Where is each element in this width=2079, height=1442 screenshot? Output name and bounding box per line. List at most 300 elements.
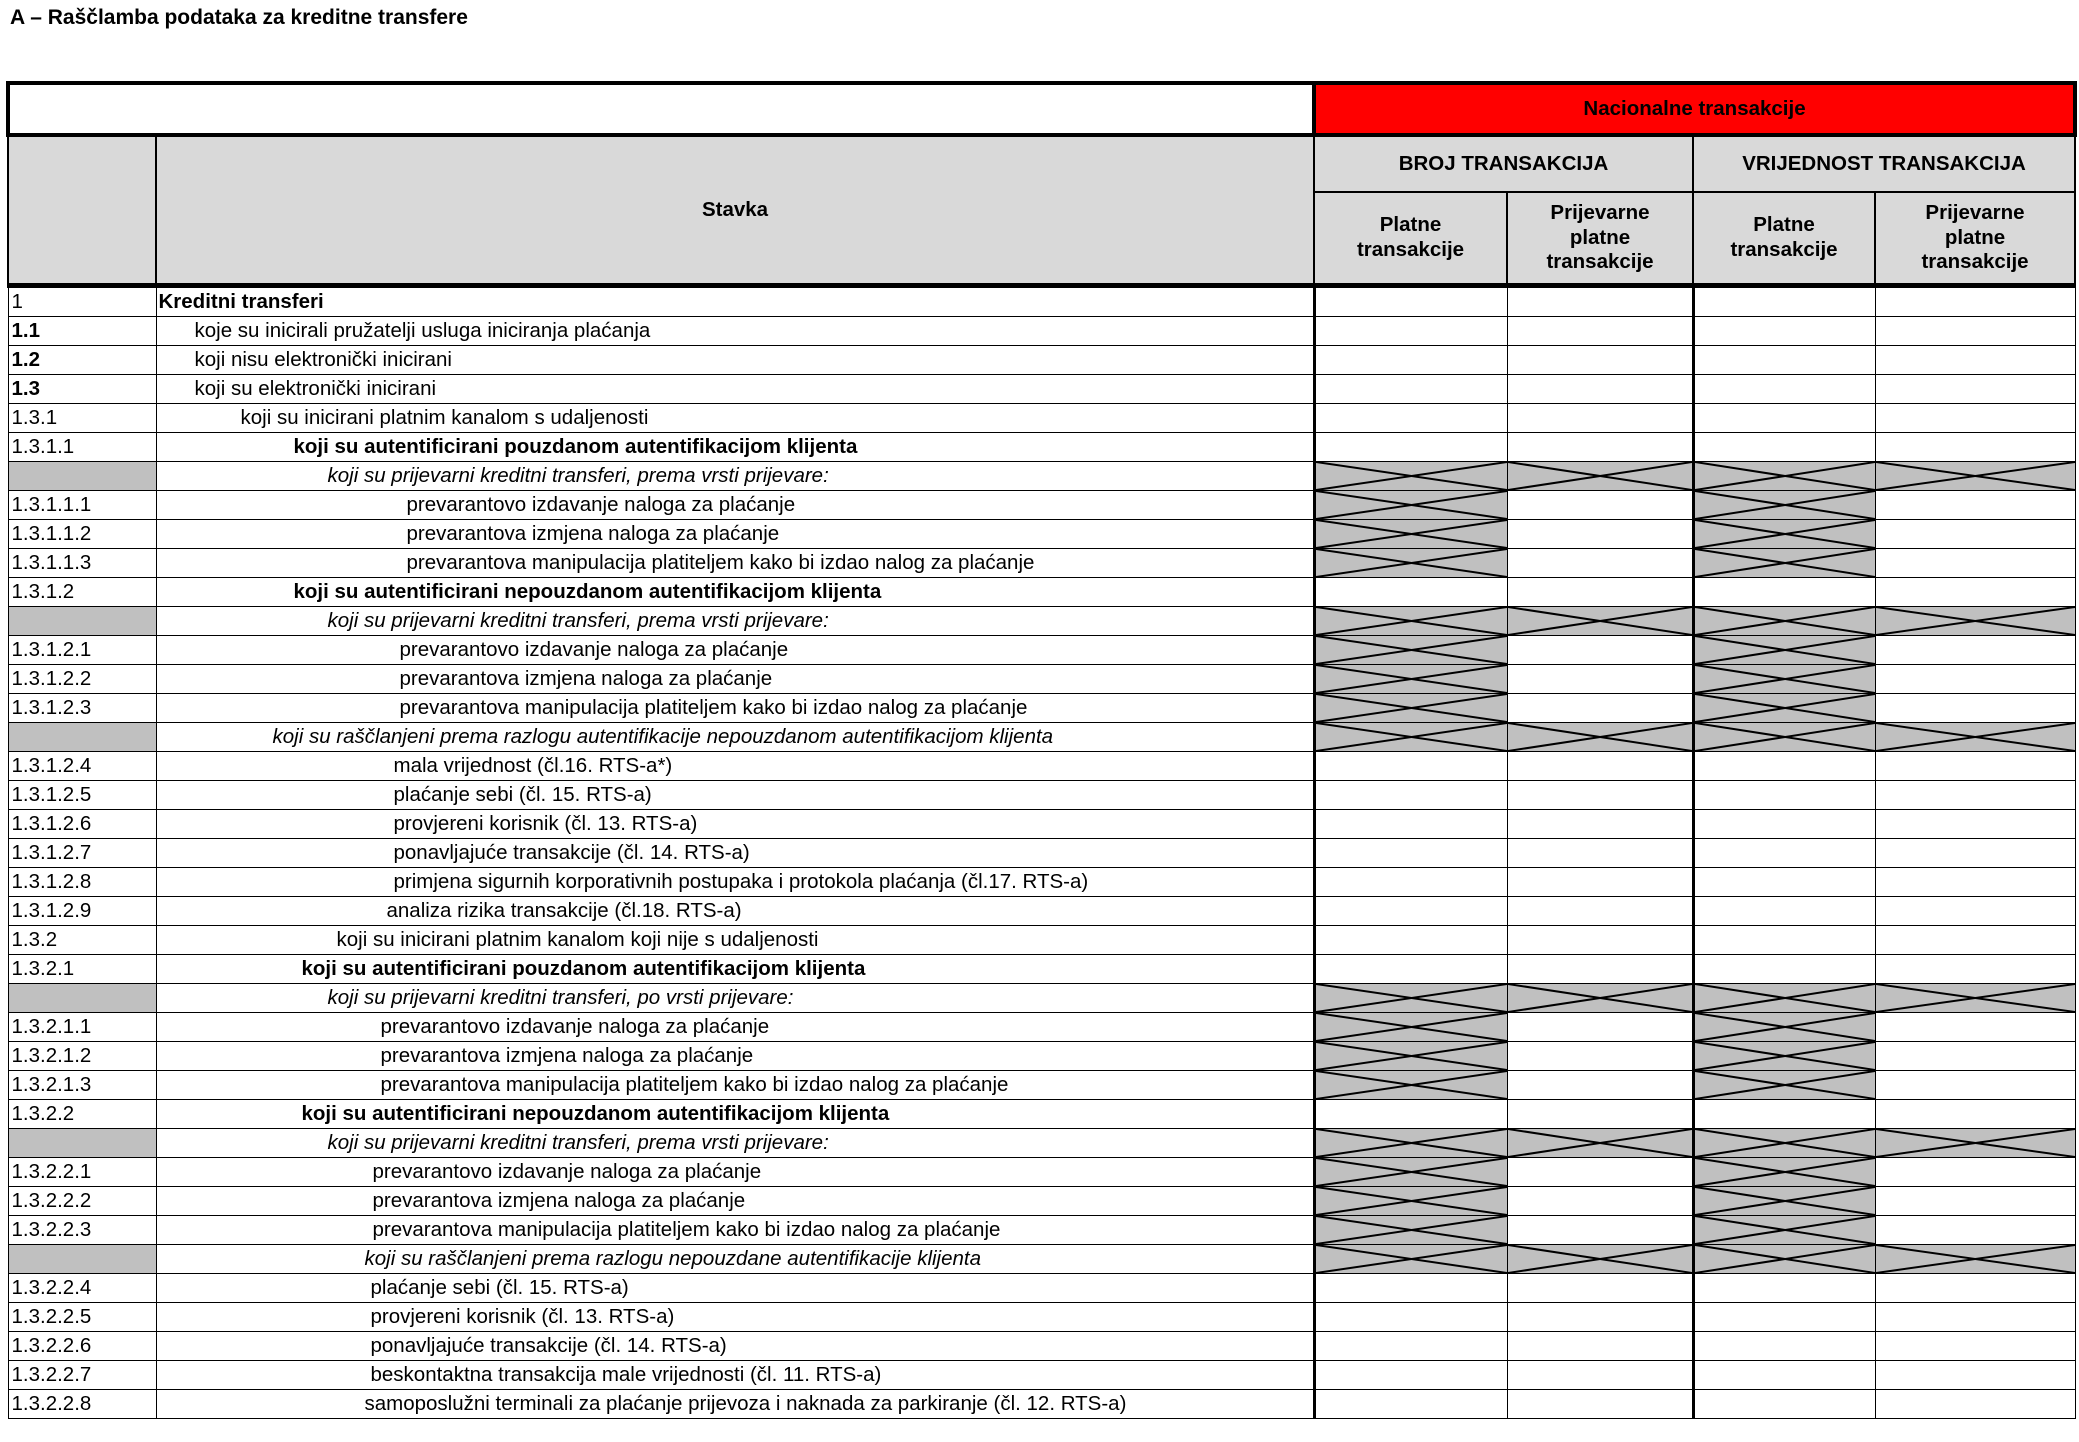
table-row [8,1158,2075,1187]
cell-broj-platne-disabled [1314,636,1507,665]
row-label: prevarantova izmjena naloga za plaćanje [156,665,1314,694]
row-label: koji su autentificirani nepouzdanom autentifikacijom klijenta [156,578,1314,607]
cell-vrijednost-prijevarne-input[interactable] [1875,1042,2075,1071]
cross-icon [1876,1245,2075,1273]
row-label: koji su prijevarni kreditni transferi, prema vrsti prijevare: [156,1129,1314,1158]
cell-broj-prijevarne-disabled [1507,607,1693,636]
cell-vrijednost-platne-disabled [1693,462,1875,491]
cross-icon [1316,1013,1507,1041]
cell-broj-platne-input[interactable] [1314,286,1507,317]
cell-vrijednost-prijevarne-input[interactable] [1875,404,2075,433]
cell-broj-prijevarne-input[interactable] [1507,1216,1693,1245]
cell-broj-platne-input[interactable] [1314,897,1507,926]
table-row [8,491,2075,520]
cell-vrijednost-platne-disabled [1693,1245,1875,1274]
table-row [8,346,2075,375]
row-label: prevarantova manipulacija platiteljem kako bi izdao nalog za plaćanje [156,1071,1314,1100]
cross-icon [1508,984,1692,1012]
cell-vrijednost-prijevarne-input[interactable] [1875,1013,2075,1042]
cross-icon [1876,984,2075,1012]
cell-vrijednost-platne-input[interactable] [1693,955,1875,984]
header-vrijednost-transakcija: VRIJEDNOST TRANSAKCIJA [1693,135,2075,192]
row-code: 1.3.1.1.1 [8,491,156,520]
row-label: koje su inicirali pružatelji usluga iniciranja plaćanja [156,317,1314,346]
cell-vrijednost-prijevarne-input[interactable] [1875,1332,2075,1361]
row-label: koji su elektronički inicirani [156,375,1314,404]
cell-vrijednost-prijevarne-input[interactable] [1875,868,2075,897]
cell-vrijednost-platne-input[interactable] [1693,317,1875,346]
cell-vrijednost-platne-disabled [1693,549,1875,578]
cell-broj-platne-input[interactable] [1314,1390,1507,1419]
cell-broj-platne-input[interactable] [1314,1332,1507,1361]
cell-vrijednost-prijevarne-input[interactable] [1875,346,2075,375]
table-row [8,404,2075,433]
table-row [8,897,2075,926]
cell-broj-platne-disabled [1314,723,1507,752]
cell-broj-prijevarne-disabled [1507,1245,1693,1274]
cell-broj-prijevarne-input[interactable] [1507,694,1693,723]
cross-icon [1695,723,1875,751]
cell-vrijednost-platne-input[interactable] [1693,752,1875,781]
cross-icon [1695,1187,1875,1215]
cell-broj-platne-disabled [1314,607,1507,636]
cell-vrijednost-platne-input[interactable] [1693,375,1875,404]
row-label: prevarantova manipulacija platiteljem kako bi izdao nalog za plaćanje [156,694,1314,723]
cell-broj-prijevarne-input[interactable] [1507,346,1693,375]
cell-broj-platne-disabled [1314,1042,1507,1071]
cell-broj-prijevarne-input[interactable] [1507,1361,1693,1390]
cell-broj-prijevarne-input[interactable] [1507,839,1693,868]
cell-vrijednost-prijevarne-input[interactable] [1875,1303,2075,1332]
cross-icon [1695,1245,1875,1273]
table-row [8,520,2075,549]
cell-broj-prijevarne-input[interactable] [1507,955,1693,984]
table-row [8,781,2075,810]
row-label: prevarantovo izdavanje naloga za plaćanje [156,491,1314,520]
table-row [8,636,2075,665]
cell-vrijednost-platne-input[interactable] [1693,404,1875,433]
row-code: 1.3.2.1.1 [8,1013,156,1042]
table-row [8,286,2075,317]
row-code [8,1245,156,1274]
cell-vrijednost-platne-disabled [1693,1216,1875,1245]
cross-icon [1695,549,1875,577]
cross-icon [1695,984,1875,1012]
cell-broj-platne-input[interactable] [1314,1274,1507,1303]
table-row [8,607,2075,636]
cell-broj-platne-disabled [1314,1245,1507,1274]
cell-broj-platne-input[interactable] [1314,433,1507,462]
cell-vrijednost-prijevarne-input[interactable] [1875,926,2075,955]
row-label: koji su prijevarni kreditni transferi, prema vrsti prijevare: [156,607,1314,636]
row-code: 1.3.1.2.5 [8,781,156,810]
cross-icon [1316,636,1507,664]
cell-broj-platne-input[interactable] [1314,578,1507,607]
cell-vrijednost-platne-disabled [1693,520,1875,549]
cross-icon [1695,1042,1875,1070]
cell-broj-platne-disabled [1314,1129,1507,1158]
cell-vrijednost-platne-input[interactable] [1693,926,1875,955]
row-label: prevarantovo izdavanje naloga za plaćanje [156,1158,1314,1187]
row-code: 1 [8,286,156,317]
table-row [8,723,2075,752]
row-code: 1.3.1.2.2 [8,665,156,694]
cross-icon [1508,1245,1692,1273]
row-label: samoposlužni terminali za plaćanje prijevoza i naknada za parkiranje (čl. 12. RTS-a) [156,1390,1314,1419]
cell-vrijednost-prijevarne-input[interactable] [1875,578,2075,607]
row-code: 1.3.1.2.7 [8,839,156,868]
row-label: Kreditni transferi [156,286,1314,317]
cross-icon [1695,607,1875,635]
cell-vrijednost-prijevarne-disabled [1875,462,2075,491]
cell-broj-prijevarne-input[interactable] [1507,1013,1693,1042]
row-label: ponavljajuće transakcije (čl. 14. RTS-a) [156,839,1314,868]
row-code [8,984,156,1013]
table-row [8,1071,2075,1100]
row-code [8,607,156,636]
row-code: 1.3.2.2.1 [8,1158,156,1187]
row-label: koji su inicirani platnim kanalom koji nije s udaljenosti [156,926,1314,955]
table-row [8,810,2075,839]
table-row [8,1245,2075,1274]
cell-broj-prijevarne-input[interactable] [1507,578,1693,607]
table-row [8,752,2075,781]
cell-vrijednost-prijevarne-input[interactable] [1875,317,2075,346]
row-code: 1.3.2.2.7 [8,1361,156,1390]
row-label: koji su raščlanjeni prema razlogu autentifikacije nepouzdanom autentifikacijom klijenta [156,723,1314,752]
row-label: koji su prijevarni kreditni transferi, prema vrsti prijevare: [156,462,1314,491]
cell-broj-platne-input[interactable] [1314,1361,1507,1390]
cell-broj-platne-disabled [1314,462,1507,491]
cell-vrijednost-platne-input[interactable] [1693,433,1875,462]
table-row [8,868,2075,897]
cell-broj-platne-input[interactable] [1314,404,1507,433]
cell-broj-platne-input[interactable] [1314,1303,1507,1332]
cell-vrijednost-platne-input[interactable] [1693,1361,1875,1390]
table-row [8,1187,2075,1216]
cross-icon [1508,1129,1692,1157]
cell-vrijednost-prijevarne-disabled [1875,1129,2075,1158]
cell-broj-platne-disabled [1314,984,1507,1013]
row-label: prevarantova izmjena naloga za plaćanje [156,520,1314,549]
cross-icon [1695,1071,1875,1099]
cross-icon [1695,694,1875,722]
row-label: primjena sigurnih korporativnih postupaka i protokola plaćanja (čl.17. RTS-a) [156,868,1314,897]
cell-broj-platne-disabled [1314,694,1507,723]
cell-broj-prijevarne-input[interactable] [1507,926,1693,955]
cell-broj-platne-disabled [1314,549,1507,578]
row-code: 1.3.1.1.2 [8,520,156,549]
cell-broj-prijevarne-input[interactable] [1507,286,1693,317]
row-code: 1.3.1.2.3 [8,694,156,723]
cell-vrijednost-platne-disabled [1693,1158,1875,1187]
table-row [8,375,2075,404]
cell-vrijednost-prijevarne-input[interactable] [1875,897,2075,926]
cell-vrijednost-prijevarne-disabled [1875,607,2075,636]
cell-vrijednost-platne-disabled [1693,1187,1875,1216]
row-label: koji su inicirani platnim kanalom s udaljenosti [156,404,1314,433]
cell-vrijednost-platne-input[interactable] [1693,1332,1875,1361]
cell-vrijednost-platne-disabled [1693,1042,1875,1071]
row-label: provjereni korisnik (čl. 13. RTS-a) [156,1303,1314,1332]
cell-vrijednost-prijevarne-input[interactable] [1875,636,2075,665]
cross-icon [1316,1245,1507,1273]
cell-vrijednost-prijevarne-input[interactable] [1875,375,2075,404]
row-label: plaćanje sebi (čl. 15. RTS-a) [156,1274,1314,1303]
cell-vrijednost-platne-input[interactable] [1693,286,1875,317]
cross-icon [1876,607,2075,635]
cell-broj-prijevarne-input[interactable] [1507,752,1693,781]
cell-broj-prijevarne-input[interactable] [1507,1187,1693,1216]
cross-icon [1316,1071,1507,1099]
row-code: 1.3.1 [8,404,156,433]
cell-vrijednost-platne-disabled [1693,984,1875,1013]
row-code: 1.3.2 [8,926,156,955]
table-row [8,1013,2075,1042]
cell-vrijednost-prijevarne-input[interactable] [1875,752,2075,781]
cell-broj-platne-input[interactable] [1314,375,1507,404]
cross-icon [1316,665,1507,693]
cell-vrijednost-platne-input[interactable] [1693,781,1875,810]
table-row [8,926,2075,955]
cell-broj-prijevarne-input[interactable] [1507,491,1693,520]
cell-vrijednost-platne-input[interactable] [1693,346,1875,375]
cell-broj-prijevarne-disabled [1507,723,1693,752]
cell-broj-prijevarne-input[interactable] [1507,520,1693,549]
cross-icon [1316,1158,1507,1186]
cell-vrijednost-platne-input[interactable] [1693,578,1875,607]
header-vrijednost-prijevarne: Prijevarne platne transakcije [1875,192,2075,286]
cross-icon [1316,520,1507,548]
row-label: plaćanje sebi (čl. 15. RTS-a) [156,781,1314,810]
cell-broj-prijevarne-input[interactable] [1507,1042,1693,1071]
cell-vrijednost-prijevarne-input[interactable] [1875,839,2075,868]
cell-broj-prijevarne-input[interactable] [1507,868,1693,897]
cell-broj-platne-input[interactable] [1314,839,1507,868]
row-label: prevarantova manipulacija platiteljem kako bi izdao nalog za plaćanje [156,1216,1314,1245]
cell-vrijednost-prijevarne-input[interactable] [1875,491,2075,520]
cell-vrijednost-platne-input[interactable] [1693,810,1875,839]
cell-broj-prijevarne-input[interactable] [1507,433,1693,462]
cell-broj-prijevarne-input[interactable] [1507,1332,1693,1361]
cell-vrijednost-prijevarne-input[interactable] [1875,1100,2075,1129]
cross-icon [1316,607,1507,635]
row-label: koji su prijevarni kreditni transferi, po vrsti prijevare: [156,984,1314,1013]
cell-vrijednost-platne-disabled [1693,1071,1875,1100]
cross-icon [1316,694,1507,722]
cross-icon [1316,549,1507,577]
table-row [8,1274,2075,1303]
cell-vrijednost-platne-disabled [1693,491,1875,520]
cell-broj-platne-disabled [1314,1071,1507,1100]
row-label: ponavljajuće transakcije (čl. 14. RTS-a) [156,1332,1314,1361]
cell-vrijednost-prijevarne-input[interactable] [1875,286,2075,317]
cell-broj-platne-disabled [1314,1158,1507,1187]
table-row [8,462,2075,491]
cell-broj-prijevarne-disabled [1507,462,1693,491]
row-code: 1.3 [8,375,156,404]
row-code: 1.2 [8,346,156,375]
table-row [8,1216,2075,1245]
cell-vrijednost-prijevarne-input[interactable] [1875,1187,2075,1216]
header-vrijednost-platne: Platne transakcije [1693,192,1875,286]
cell-broj-platne-input[interactable] [1314,781,1507,810]
cell-broj-prijevarne-input[interactable] [1507,897,1693,926]
row-code: 1.3.1.1.3 [8,549,156,578]
row-label: prevarantovo izdavanje naloga za plaćanje [156,1013,1314,1042]
cell-broj-prijevarne-input[interactable] [1507,636,1693,665]
row-code: 1.3.2.2.2 [8,1187,156,1216]
cell-vrijednost-platne-input[interactable] [1693,1390,1875,1419]
cross-icon [1695,491,1875,519]
table-row [8,1332,2075,1361]
row-code: 1.3.2.1.2 [8,1042,156,1071]
credit-transfer-table [6,81,2077,1419]
table-row [8,955,2075,984]
cell-broj-prijevarne-input[interactable] [1507,317,1693,346]
cell-broj-prijevarne-input[interactable] [1507,1303,1693,1332]
cell-vrijednost-platne-input[interactable] [1693,1303,1875,1332]
cross-icon [1876,723,2075,751]
cell-broj-platne-disabled [1314,1013,1507,1042]
row-label: analiza rizika transakcije (čl.18. RTS-a) [156,897,1314,926]
cross-icon [1695,1013,1875,1041]
cell-broj-prijevarne-input[interactable] [1507,1100,1693,1129]
cell-broj-prijevarne-input[interactable] [1507,1274,1693,1303]
row-code: 1.3.1.2 [8,578,156,607]
cell-vrijednost-prijevarne-input[interactable] [1875,433,2075,462]
cell-vrijednost-prijevarne-input[interactable] [1875,1158,2075,1187]
row-code [8,1129,156,1158]
row-code: 1.3.1.1 [8,433,156,462]
row-label: mala vrijednost (čl.16. RTS-a*) [156,752,1314,781]
cell-broj-platne-disabled [1314,1216,1507,1245]
cell-broj-platne-input[interactable] [1314,752,1507,781]
cell-broj-platne-input[interactable] [1314,810,1507,839]
cell-vrijednost-prijevarne-input[interactable] [1875,955,2075,984]
cell-broj-prijevarne-input[interactable] [1507,375,1693,404]
cross-icon [1508,462,1692,490]
cross-icon [1695,1129,1875,1157]
cell-vrijednost-prijevarne-disabled [1875,723,2075,752]
cross-icon [1695,520,1875,548]
cell-broj-platne-input[interactable] [1314,346,1507,375]
row-code: 1.3.2.2.6 [8,1332,156,1361]
cell-broj-platne-input[interactable] [1314,1100,1507,1129]
cross-icon [1316,984,1507,1012]
table-row [8,578,2075,607]
row-code: 1.3.2.1.3 [8,1071,156,1100]
table-row [8,1129,2075,1158]
row-code [8,462,156,491]
cross-icon [1316,1042,1507,1070]
header-broj-platne: Platne transakcije [1314,192,1507,286]
table-row [8,694,2075,723]
cell-broj-prijevarne-disabled [1507,984,1693,1013]
row-label: provjereni korisnik (čl. 13. RTS-a) [156,810,1314,839]
row-label: beskontaktna transakcija male vrijednosti (čl. 11. RTS-a) [156,1361,1314,1390]
cross-icon [1316,1129,1507,1157]
cell-broj-platne-input[interactable] [1314,955,1507,984]
cell-vrijednost-platne-input[interactable] [1693,1274,1875,1303]
row-label: koji nisu elektronički inicirani [156,346,1314,375]
row-code [8,723,156,752]
header-broj-transakcija: BROJ TRANSAKCIJA [1314,135,1693,192]
cross-icon [1695,1158,1875,1186]
cell-vrijednost-prijevarne-input[interactable] [1875,1274,2075,1303]
cell-vrijednost-prijevarne-input[interactable] [1875,520,2075,549]
row-label: prevarantova manipulacija platiteljem kako bi izdao nalog za plaćanje [156,549,1314,578]
cross-icon [1695,1216,1875,1244]
cell-vrijednost-prijevarne-disabled [1875,1245,2075,1274]
cell-vrijednost-prijevarne-input[interactable] [1875,665,2075,694]
cell-vrijednost-prijevarne-input[interactable] [1875,1216,2075,1245]
header-broj-prijevarne: Prijevarne platne transakcije [1507,192,1693,286]
cell-broj-prijevarne-input[interactable] [1507,549,1693,578]
cell-vrijednost-prijevarne-input[interactable] [1875,1071,2075,1100]
cell-vrijednost-platne-disabled [1693,636,1875,665]
table-row [8,984,2075,1013]
cell-vrijednost-prijevarne-input[interactable] [1875,1361,2075,1390]
header-code [8,135,156,286]
cell-vrijednost-prijevarne-disabled [1875,984,2075,1013]
row-label: prevarantovo izdavanje naloga za plaćanje [156,636,1314,665]
cross-icon [1876,1129,2075,1157]
cell-vrijednost-platne-input[interactable] [1693,897,1875,926]
cell-vrijednost-platne-disabled [1693,1013,1875,1042]
cell-vrijednost-prijevarne-input[interactable] [1875,694,2075,723]
cell-broj-platne-disabled [1314,665,1507,694]
cell-vrijednost-prijevarne-input[interactable] [1875,781,2075,810]
cell-broj-platne-input[interactable] [1314,868,1507,897]
cell-vrijednost-platne-input[interactable] [1693,868,1875,897]
cell-vrijednost-platne-input[interactable] [1693,839,1875,868]
cell-vrijednost-prijevarne-input[interactable] [1875,810,2075,839]
row-label: koji su raščlanjeni prema razlogu nepouzdane autentifikacije klijenta [156,1245,1314,1274]
table-row [8,1390,2075,1419]
cell-vrijednost-prijevarne-input[interactable] [1875,549,2075,578]
cell-vrijednost-platne-disabled [1693,607,1875,636]
cell-broj-prijevarne-input[interactable] [1507,810,1693,839]
cross-icon [1316,491,1507,519]
cell-vrijednost-platne-disabled [1693,723,1875,752]
cell-broj-prijevarne-input[interactable] [1507,404,1693,433]
cell-broj-platne-input[interactable] [1314,317,1507,346]
cell-broj-platne-disabled [1314,1187,1507,1216]
cell-broj-platne-input[interactable] [1314,926,1507,955]
cell-broj-prijevarne-input[interactable] [1507,1071,1693,1100]
cell-broj-platne-disabled [1314,520,1507,549]
table-row [8,549,2075,578]
cell-vrijednost-prijevarne-input[interactable] [1875,1390,2075,1419]
row-code: 1.3.1.2.9 [8,897,156,926]
cross-icon [1876,462,2075,490]
cell-broj-prijevarne-input[interactable] [1507,665,1693,694]
row-label: koji su autentificirani nepouzdanom autentifikacijom klijenta [156,1100,1314,1129]
row-label: prevarantova izmjena naloga za plaćanje [156,1042,1314,1071]
table-row [8,839,2075,868]
cross-icon [1695,462,1875,490]
cell-vrijednost-platne-input[interactable] [1693,1100,1875,1129]
cell-broj-prijevarne-input[interactable] [1507,1390,1693,1419]
row-code: 1.3.2.2.4 [8,1274,156,1303]
row-code: 1.3.2.2.8 [8,1390,156,1419]
row-code: 1.3.2.2.3 [8,1216,156,1245]
cell-broj-prijevarne-input[interactable] [1507,1158,1693,1187]
cell-broj-prijevarne-input[interactable] [1507,781,1693,810]
cell-vrijednost-platne-disabled [1693,665,1875,694]
table-row [8,1361,2075,1390]
